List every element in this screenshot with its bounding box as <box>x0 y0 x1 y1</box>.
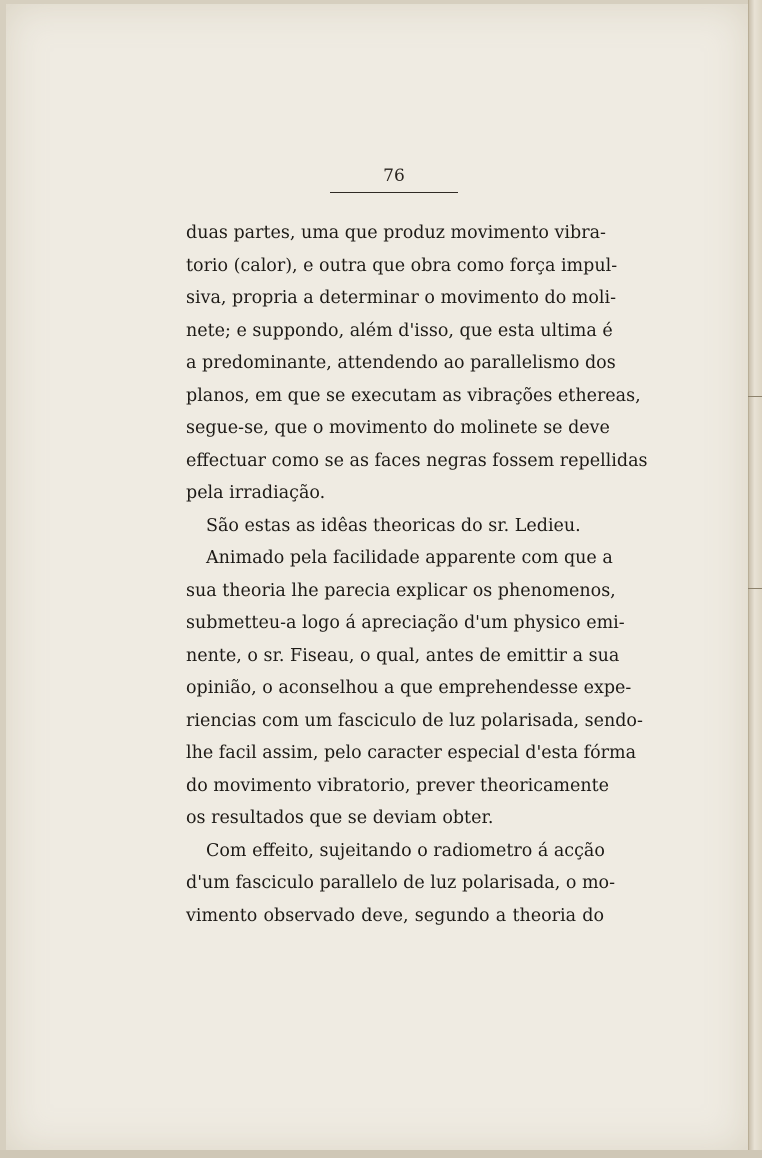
body-text <box>186 217 648 932</box>
page-edge-mark <box>748 396 762 397</box>
text-line: Animado pela facilidade apparente com que a <box>206 548 613 568</box>
text-line: effectuar como se as faces negras fossem repellidas <box>186 450 648 471</box>
text-line: opinião, o aconselhou a que emprehendesse expe- <box>186 678 632 698</box>
text-line: nete; e suppondo, além d'isso, que esta ultima é <box>186 320 613 341</box>
bottom-page-edge <box>0 1150 762 1158</box>
text-line: d'um fasciculo parallelo de luz polarisada, o mo- <box>186 873 615 893</box>
text-line: siva, propria a determinar o movimento do moli- <box>186 288 617 308</box>
text-line: torio (calor), e outra que obra como força impul- <box>186 255 618 276</box>
adjacent-page-edge <box>748 0 762 1158</box>
text-line: submetteu-a logo á apreciação d'um physico emi- <box>186 613 625 633</box>
text-line: a predominante, attendendo ao parallelismo dos <box>186 353 616 373</box>
page-number: 76 <box>383 166 405 186</box>
text-line: sua theoria lhe parecia explicar os phenomenos, <box>186 580 616 601</box>
text-line: vimento observado deve, segundo a theoria do <box>186 905 604 926</box>
text-line: riencias com um fasciculo de luz polarisada, sendo- <box>186 710 643 731</box>
text-line: São estas as idêas theoricas do sr. Ledieu. <box>206 515 581 536</box>
text-line: nente, o sr. Fiseau, o qual, antes de emittir a sua <box>186 645 620 666</box>
text-line: Com effeito, sujeitando o radiometro á acção <box>206 840 605 861</box>
text-line: do movimento vibratorio, prever theoricamente <box>186 775 610 796</box>
text-line: lhe facil assim, pelo caracter especial d'esta fórma <box>186 743 637 763</box>
text-line: os resultados que se deviam obter. <box>186 808 494 828</box>
text-line: duas partes, uma que produz movimento vibra- <box>186 223 606 243</box>
page-edge-mark <box>748 588 762 589</box>
header-rule <box>330 192 458 193</box>
text-line: planos, em que se executam as vibrações ethereas, <box>186 385 641 406</box>
text-line: pela irradiação. <box>186 483 326 503</box>
text-line: segue-se, que o movimento do molinete se deve <box>186 418 610 438</box>
